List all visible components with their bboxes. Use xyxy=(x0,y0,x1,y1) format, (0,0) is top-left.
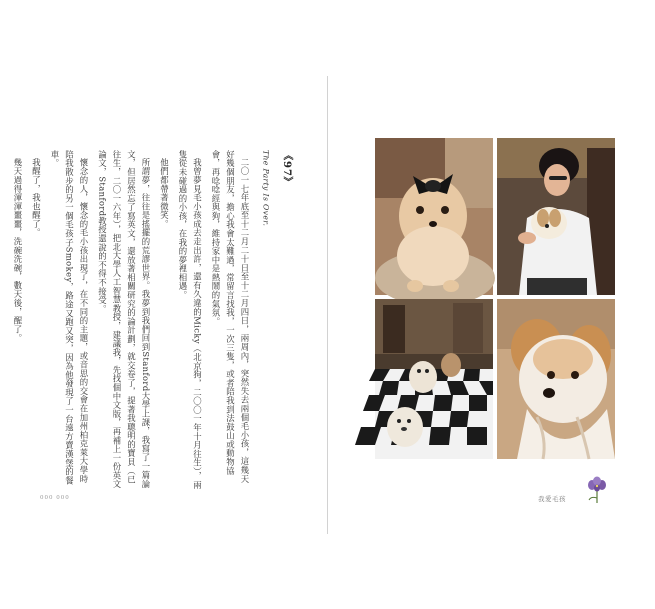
photo-pomeranian-with-black-bow xyxy=(375,138,493,295)
paragraph: 所謂夢，往往是搖擺的荒謬世界。我夢到我們回到Stanford大學上課，我寫了一篇論文，但居然忘了寫英文，還放著相關研究的論計劃，就交卷了，提著我聰明的寶貝（已往生，二〇一六年），把北大學人工智慧教授，建議我，先找個中文版，再補上一份英文論文，Stanford教授還說的不得不接受。 xyxy=(97,150,151,489)
photo-dog-portrait xyxy=(497,299,615,459)
page-number-left: 000 000 xyxy=(40,495,70,501)
photo-woman-holding-dog xyxy=(497,138,615,295)
paragraph: 懷念的人，懷念的毛小孩出現了，在不同的主題，或音思的交會在加州柏克萊大學時陪我散步的另一個毛孩子Smokey，路途又跑又突，因為他發現了一台遠方賣漢堡的餐車。 xyxy=(50,150,89,485)
violet-flower-icon xyxy=(586,476,608,504)
paragraph: 他們都帶著微笑。 xyxy=(159,158,170,229)
chapter-mark: 《97》 xyxy=(281,150,292,188)
paragraph: 二〇一七年底至十二月二十日至十二月四日，兩周內，突然失去兩個毛小孩，這幾天好幾個朋友，擔心我會太難過，常留言找我，一次三隻，或者陪我到法鼓山或動物協會，再唸唸經與狗，維持家中是熱鬧的氣氛。 xyxy=(211,150,250,484)
vertical-text-block xyxy=(13,150,293,490)
paragraph: 我曾夢見毛小孩成去走出許，還有久違的Micky（北京狗，二〇〇一年十月往生），兩隻從未碰過的小孩，在我的夢裡相遇。 xyxy=(178,150,203,490)
paragraph: 我醒了，我也醒了。 xyxy=(31,158,42,238)
chapter-subtitle: The Party Is Over. xyxy=(261,150,271,227)
paragraph: 幾天過得渾渾噩噩，洗碗洗碗，數天後，醒了。 xyxy=(13,158,23,343)
left-page xyxy=(0,0,327,609)
photo-dogs-on-checkered-floor xyxy=(375,299,493,459)
running-footer-right: 我愛毛孩 xyxy=(538,495,566,503)
